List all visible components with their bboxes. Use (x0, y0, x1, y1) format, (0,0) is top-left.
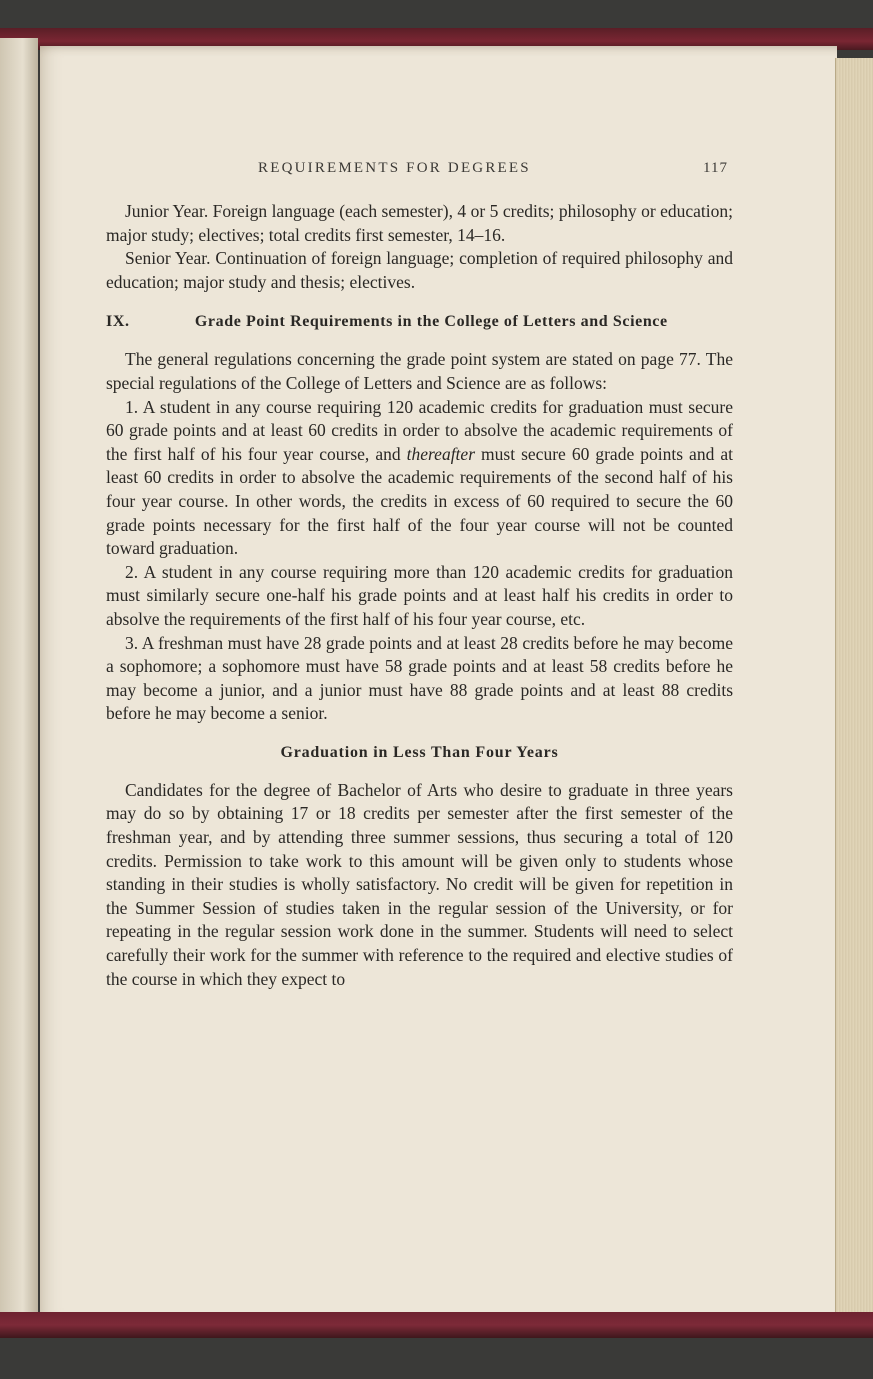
page-stack-edges (835, 58, 873, 1320)
running-title: REQUIREMENTS FOR DEGREES (258, 160, 531, 176)
section-number: IX. (106, 313, 130, 331)
paragraph-item-3: 3. A freshman must have 28 grade points and at least 28 credits before he may become a sophomore; a sophomore must have 58 grade points and at least 58 credits before he may become a junior, and a junior must have 88 grade points and at least 88 credits before he may become a senior. (106, 632, 733, 724)
item-1-emphasis: thereafter (406, 443, 475, 464)
paragraph-senior-year: Senior Year. Continuation of foreign language; completion of required philosophy and education; major study and thesis; electives. (106, 248, 733, 292)
item-1-text-end: must secure 60 grade points and at least 60 credits in order to absolve the academic requirements of the second half of his four year course. In other words, the credits in excess of 60 required to secure the 60 grade points necessary for the first half of the four year course will not be counted toward graduation. (106, 443, 733, 559)
page-number: 117 (703, 160, 728, 176)
paragraph-general-regulations: The general regulations concerning the grade point system are stated on page 77. The special regulations of the College of Letters and Science are as follows: (106, 349, 733, 393)
facing-page-edge (0, 38, 38, 1328)
paragraph-item-1 (106, 396, 733, 561)
paragraph-candidates: Candidates for the degree of Bachelor of Arts who desire to graduate in three years may do so by obtaining 17 or 18 credits per semester after the first semester of the freshman year, and by attending three summer sessions, thus securing a total of 120 credits. Permission to take work to this amount will be given only to students whose standing in their studies is wholly satisfactory. No credit will be given for repetition in the Summer Session of studies taken in the regular session of the University, or for repeating in the regular session work done in the summer. Students will need to select carefully their work for the summer with reference to the required and elective studies of the course in which they expect to (106, 779, 733, 989)
section-title: Grade Point Requirements in the College of Letters and Science (194, 313, 668, 331)
book-binding-bottom (0, 1312, 873, 1338)
page-text (106, 200, 733, 991)
item-1-text-start: 1. A student in any course requiring 120 academic credits for graduation must secure 60 grade points and at least 60 credits in order to absolve the academic requirements of the first half of his four year course, and (106, 396, 733, 464)
subheading: Graduation in Less Than Four Years (280, 743, 559, 761)
running-head (0, 160, 873, 180)
section-heading (106, 310, 733, 333)
paragraph-junior-year: Junior Year. Foreign language (each semester), 4 or 5 credits; philosophy or education; major study; electives; total credits first semester, 14–16. (106, 201, 733, 245)
paragraph-item-2: 2. A student in any course requiring more than 120 academic credits for graduation must similarly secure one-half his grade points and at least half his credits in order to absolve the requirements of the first half of his four year course, etc. (106, 561, 733, 629)
